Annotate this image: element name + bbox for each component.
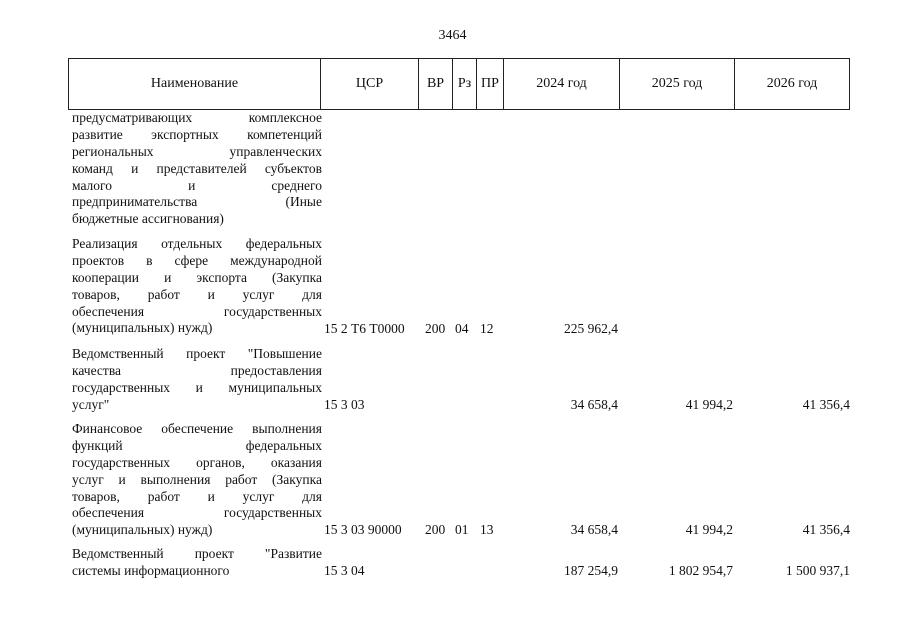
row-y2025: 41 994,2: [685, 396, 733, 412]
row-name: [72, 546, 322, 580]
row-name-line: обеспечения государственных: [72, 505, 322, 521]
row-name-line: Ведомственный проект "Повышение: [72, 346, 322, 361]
row-y2025: 1 802 954,7: [668, 562, 733, 578]
header-2024: 2024 год: [503, 59, 619, 109]
row-name-line: товаров, работ и услуг для: [72, 286, 322, 302]
header-vr: ВР: [418, 59, 452, 109]
row-name-line: услуг": [72, 396, 110, 412]
row-name-line: Реализация отдельных федеральных: [72, 236, 322, 251]
row-name-line: качества предоставления: [72, 362, 322, 378]
row-name-line: (муниципальных) нужд): [72, 522, 213, 538]
row-name: [72, 236, 322, 337]
row-y2024: 225 962,4: [564, 320, 618, 336]
row-name-line: проектов в сфере международной: [72, 252, 322, 268]
row-name-line: кооперации и экспорта (Закупка: [72, 269, 322, 285]
row-name-line: услуг и выполнения работ (Закупка: [72, 471, 322, 487]
row-csr: 15 2 Т6 Т0000: [324, 320, 405, 336]
page-number: 3464: [438, 28, 467, 43]
row-name-line: предпринимательства (Иные: [72, 194, 322, 210]
row-name-line: бюджетные ассигнования): [72, 211, 224, 227]
table-header: [68, 58, 850, 110]
row-y2024: 187 254,9: [564, 562, 618, 578]
header-pr: ПР: [476, 59, 503, 109]
row-name: [72, 110, 322, 228]
row-y2024: 34 658,4: [570, 522, 618, 538]
table-row: [68, 346, 850, 414]
row-y2026: 41 356,4: [802, 522, 850, 538]
row-vr: 200: [425, 320, 446, 336]
row-rz: 04: [455, 320, 469, 336]
row-name-line: команд и представителей субъектов: [72, 160, 322, 176]
row-name: [72, 421, 322, 539]
row-csr: 15 3 04: [324, 562, 365, 578]
header-rz: Рз: [452, 59, 476, 109]
row-name-line: региональных управленческих: [72, 143, 322, 159]
row-name-line: государственных органов, оказания: [72, 454, 322, 470]
row-vr: 200: [425, 522, 446, 538]
row-pr: 13: [480, 522, 494, 538]
row-y2026: 41 356,4: [802, 396, 850, 412]
table-row: [68, 421, 850, 539]
table-row: [68, 110, 850, 228]
row-csr: 15 3 03 90000: [324, 522, 402, 538]
row-name-line: государственных и муниципальных: [72, 379, 322, 395]
row-rz: 01: [455, 522, 469, 538]
row-csr: 15 3 03: [324, 396, 365, 412]
row-y2024: 34 658,4: [570, 396, 618, 412]
row-name-line: предусматривающих комплексное: [72, 110, 322, 125]
row-y2026: 1 500 937,1: [785, 562, 850, 578]
row-name-line: малого и среднего: [72, 177, 322, 193]
header-2026: 2026 год: [734, 59, 850, 109]
table-row: [68, 546, 850, 580]
row-name-line: функций федеральных: [72, 437, 322, 453]
row-pr: 12: [480, 320, 494, 336]
header-csr: ЦСР: [320, 59, 418, 109]
row-name-line: развитие экспортных компетенций: [72, 126, 322, 142]
row-name-line: (муниципальных) нужд): [72, 320, 213, 336]
row-name-line: товаров, работ и услуг для: [72, 488, 322, 504]
row-name-line: Финансовое обеспечение выполнения: [72, 421, 322, 436]
table-row: [68, 236, 850, 337]
row-y2025: 41 994,2: [685, 522, 733, 538]
row-name-line: Ведомственный проект "Развитие: [72, 546, 322, 561]
header-2025: 2025 год: [619, 59, 734, 109]
row-name: [72, 346, 322, 414]
header-name: Наименование: [68, 59, 320, 109]
row-name-line: системы информационного: [72, 562, 230, 578]
row-name-line: обеспечения государственных: [72, 303, 322, 319]
